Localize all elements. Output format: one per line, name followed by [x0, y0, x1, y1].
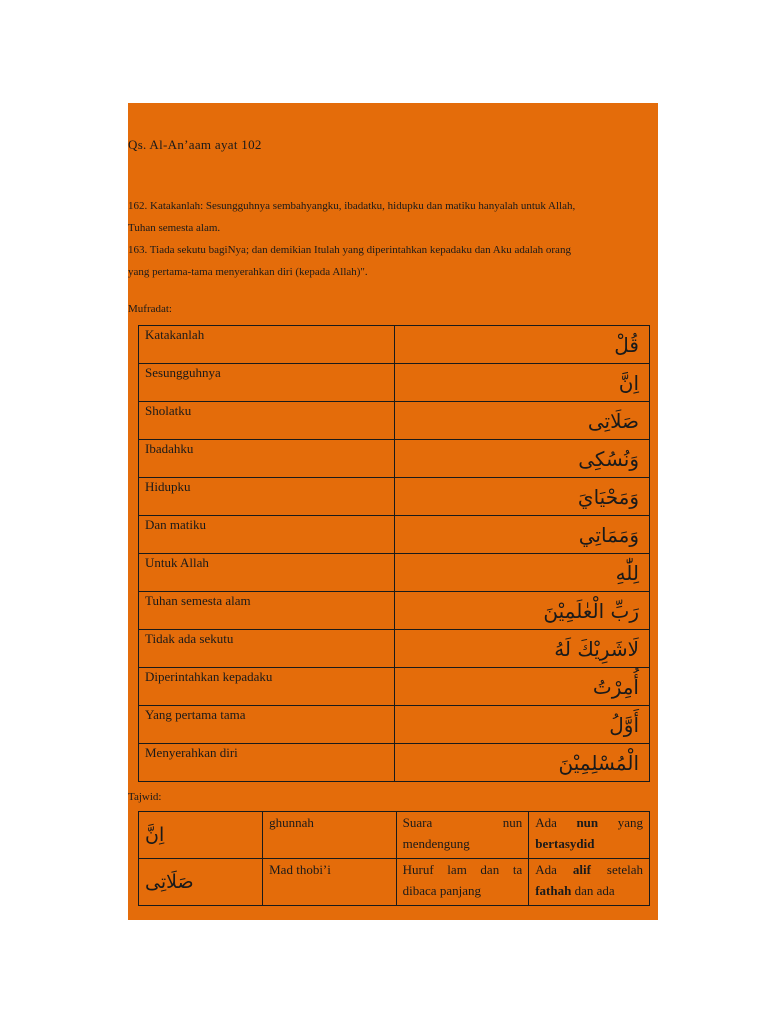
table-row	[139, 478, 650, 516]
mufradat-arabic: وَمَحْيَايَ	[395, 478, 650, 516]
mufradat-arabic: قُلْ	[395, 326, 650, 364]
tajwid-note-part: dan ada	[571, 883, 615, 898]
tajwid-description-text: Suara nun mendengung	[402, 815, 523, 851]
tajwid-note-part: yang	[598, 815, 643, 830]
tajwid-note-part: setelah	[590, 862, 643, 877]
mufradat-meaning: Sholatku	[139, 402, 395, 440]
mufradat-arabic: وَنُسُكِى	[395, 440, 650, 478]
mufradat-table	[138, 325, 650, 782]
tajwid-note	[529, 812, 650, 859]
tajwid-note-bold: bertasydid	[535, 836, 595, 851]
mufradat-meaning: Sesungguhnya	[139, 364, 395, 402]
table-row	[139, 402, 650, 440]
mufradat-meaning: Katakanlah	[139, 326, 395, 364]
mufradat-meaning: Menyerahkan diri	[139, 744, 395, 782]
table-row	[139, 859, 650, 906]
table-row	[139, 592, 650, 630]
table-row	[139, 364, 650, 402]
tajwid-note-bold: alif	[572, 862, 591, 877]
tajwid-label: Tajwid:	[128, 791, 162, 803]
mufradat-arabic: وَمَمَاتِي	[395, 516, 650, 554]
table-row	[139, 630, 650, 668]
table-row	[139, 668, 650, 706]
document-page	[128, 103, 658, 920]
tajwid-arabic-text: اِنَّ	[145, 823, 165, 846]
table-row	[139, 326, 650, 364]
document-title: Qs. Al-An’aam ayat 102	[128, 137, 262, 152]
table-row	[139, 440, 650, 478]
tajwid-arabic	[139, 812, 263, 859]
mufradat-meaning: Untuk Allah	[139, 554, 395, 592]
tajwid-note-bold: nun	[576, 815, 599, 830]
table-row	[139, 554, 650, 592]
tajwid-note-text	[535, 859, 643, 901]
mufradat-arabic: لِلّٰهِ	[395, 554, 650, 592]
verse-162-line-1: 162. Katakanlah: Sesungguhnya sembahyangku, ibadatku, hidupku dan matiku hanyalah untuk Allah,	[128, 200, 576, 212]
table-row	[139, 744, 650, 782]
tajwid-description	[396, 812, 529, 859]
table-row	[139, 516, 650, 554]
tajwid-note-text	[535, 812, 643, 854]
mufradat-label: Mufradat:	[128, 303, 172, 315]
tajwid-table	[138, 811, 650, 906]
mufradat-meaning: Yang pertama tama	[139, 706, 395, 744]
tajwid-note	[529, 859, 650, 906]
mufradat-arabic: صَلَاتِى	[395, 402, 650, 440]
verse-translation	[128, 195, 658, 283]
tajwid-rule	[263, 812, 397, 859]
tajwid-arabic	[139, 859, 263, 906]
tajwid-description	[396, 859, 529, 906]
mufradat-meaning: Tuhan semesta alam	[139, 592, 395, 630]
tajwid-rule-text: Mad thobi’i	[269, 862, 331, 877]
mufradat-arabic: أُمِرْتُ	[395, 668, 650, 706]
mufradat-meaning: Diperintahkan kepadaku	[139, 668, 395, 706]
tajwid-rule	[263, 859, 397, 906]
tajwid-description-text: Huruf lam dan ta dibaca panjang	[402, 862, 523, 898]
mufradat-arabic: أَوَّلُ	[395, 706, 650, 744]
verse-163-line-1: 163. Tiada sekutu bagiNya; dan demikian Itulah yang diperintahkan kepadaku dan Aku adalah orang	[128, 244, 571, 256]
table-row	[139, 706, 650, 744]
tajwid-arabic-text: صَلَاتِى	[145, 870, 194, 893]
table-row	[139, 812, 650, 859]
tajwid-note-bold: fathah	[535, 883, 572, 898]
verse-163-line-2: yang pertama-tama menyerahkan diri (kepada Allah)".	[128, 266, 368, 278]
mufradat-arabic: اِنَّ	[395, 364, 650, 402]
verse-162-line-2: Tuhan semesta alam.	[128, 222, 221, 234]
mufradat-arabic: لَاشَرِيْكَ لَهُ	[395, 630, 650, 668]
mufradat-meaning: Dan matiku	[139, 516, 395, 554]
tajwid-note-part: Ada	[535, 815, 577, 830]
mufradat-arabic: الْمُسْلِمِيْنَ	[395, 744, 650, 782]
mufradat-meaning: Ibadahku	[139, 440, 395, 478]
tajwid-note-part: Ada	[535, 862, 573, 877]
tajwid-rule-text: ghunnah	[269, 815, 314, 830]
mufradat-arabic: رَبِّ الْعٰلَمِيْنَ	[395, 592, 650, 630]
mufradat-meaning: Tidak ada sekutu	[139, 630, 395, 668]
mufradat-meaning: Hidupku	[139, 478, 395, 516]
